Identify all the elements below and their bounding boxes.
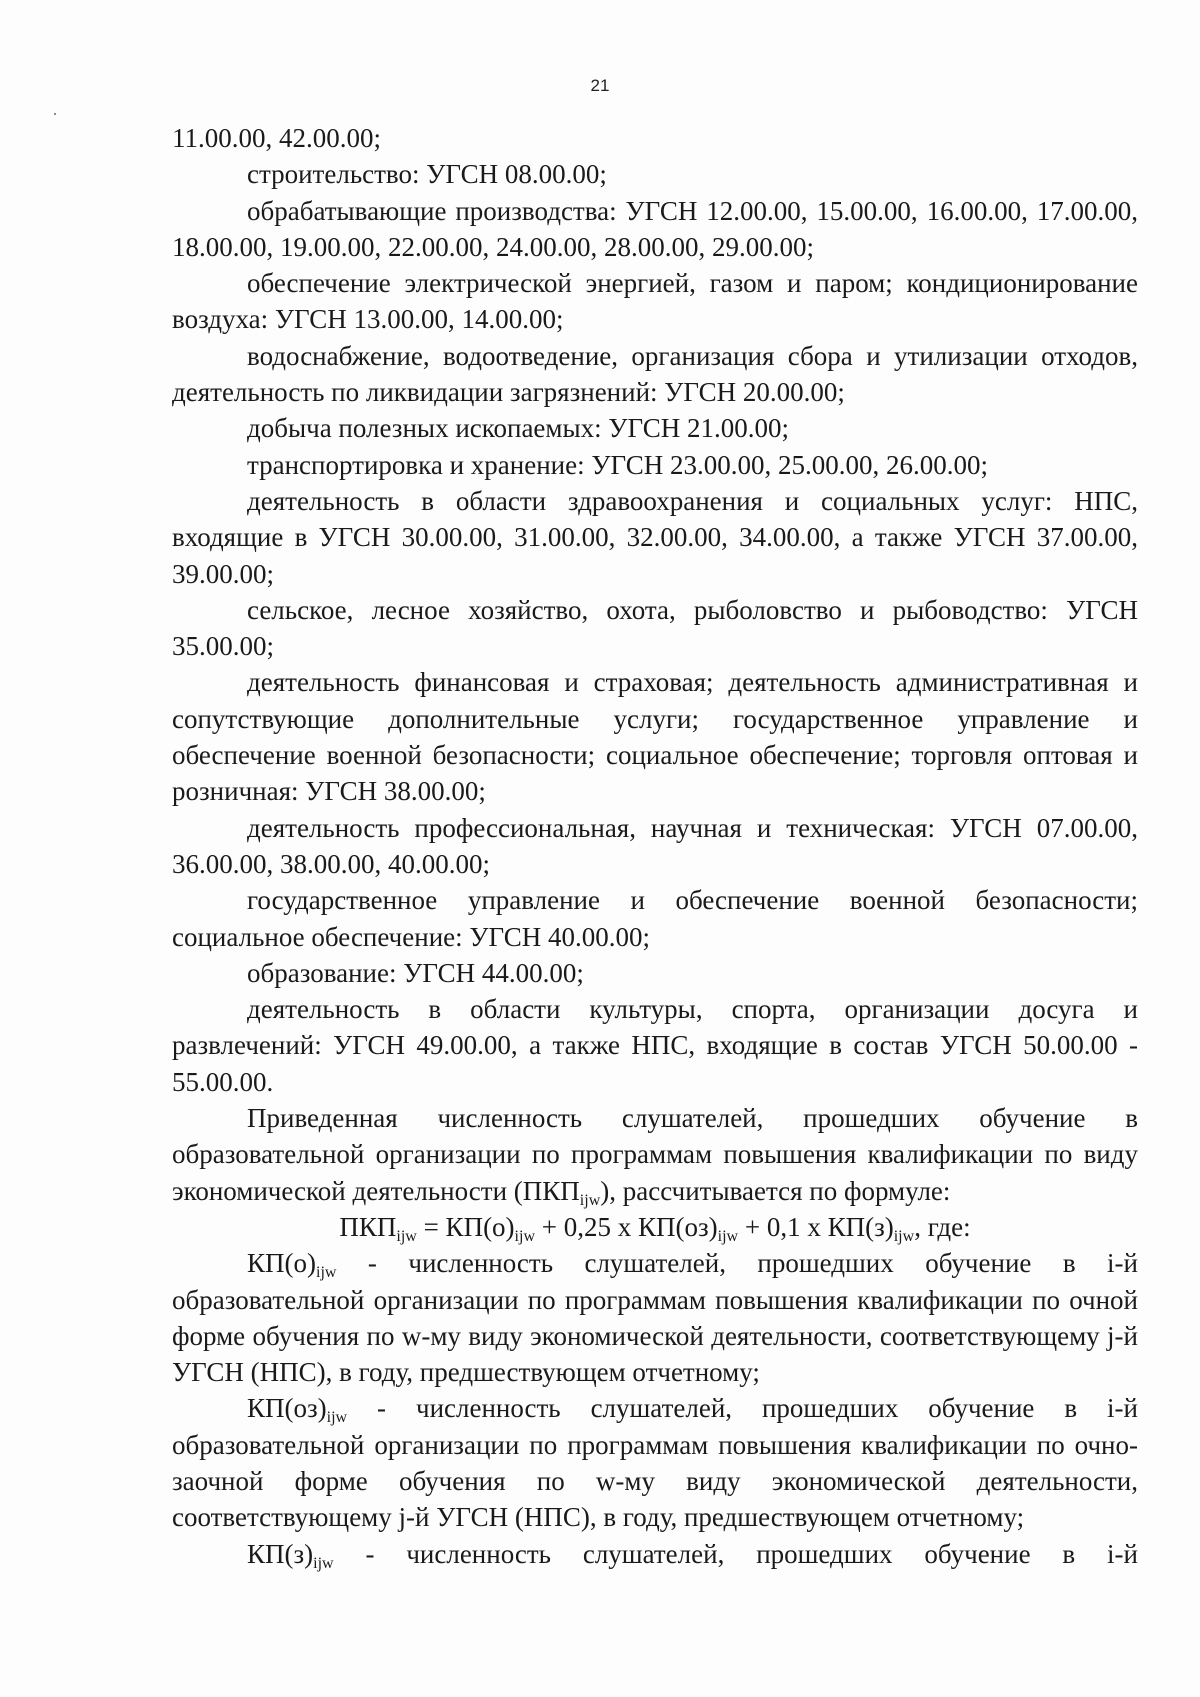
scan-speck [54,113,56,115]
paragraph-agriculture: сельское, лесное хозяйство, охота, рыболовство и рыбоводство: УГСН 35.00.00; [172,594,1138,662]
paragraph-education: образование: УГСН 44.00.00; [247,957,584,988]
formula-term-2-sub: ijw [717,1227,739,1245]
page-number: 21 [590,76,610,95]
paragraph-manufacturing: обрабатывающие производства: УГСН 12.00.00, 15.00.00, 16.00.00, 17.00.00, 18.00.00, 19.00.00, 22.00.00, 24.00.00, 28.00.00, 29.00.00; [172,195,1138,262]
document-body [172,120,1138,1572]
paragraph-healthcare: деятельность в области здравоохранения и социальных услуг: НПС, входящие в УГСН 30.00.00, 31.00.00, 32.00.00, 34.00.00, а также УГСН 37.00.00, 39.00.00; [172,485,1138,589]
formula-term-3: + 0,1 х КП(з) [744,1211,894,1242]
paragraph-public-administration: государственное управление и обеспечение военной безопасности; социальное обеспечение: УГСН 40.00.00; [172,885,1138,952]
definition-term-sub: ijw [316,1264,337,1282]
definition-full-time [172,1245,1138,1390]
definition-term: КП(оз) [247,1393,327,1424]
formula-lhs-sub: ijw [396,1227,417,1245]
definition-term-sub: ijw [313,1554,334,1572]
formula-term-3-sub: ijw [893,1227,915,1245]
formula-term-1-sub: ijw [514,1227,535,1245]
definition-text: - численность слушателей, прошедших обучение в i-й образовательной организации по программам повышения квалификации по очной форме обучения по w-му виду экономической деятельности, соответствующему j-й УГСН (НПС), в году, предшествующем отчетному; [172,1248,1138,1388]
definition-term-sub: ijw [326,1409,348,1427]
definition-term: КП(о) [247,1248,316,1279]
formula [172,1209,1138,1245]
formula-lhs: ПКП [339,1211,397,1242]
paragraph-continuation: 11.00.00, 42.00.00; [172,123,381,153]
formula-tail: , где: [914,1211,971,1242]
definition-distance [172,1536,1138,1572]
intro-subscript: ijw [579,1191,601,1209]
definition-term: КП(з) [247,1538,314,1569]
formula-intro-paragraph [172,1100,1138,1209]
paragraph-mining: добыча полезных ископаемых: УГСН 21.00.00; [247,413,790,444]
paragraph-culture: деятельность в области культуры, спорта, организации досуга и развлечений: УГСН 49.00.00, а также НПС, входящие в состав УГСН 50.00.00 - 55.00.00. [172,994,1138,1097]
intro-text-after: ), рассчитывается по формуле: [600,1175,951,1206]
intro-text-before: Приведенная численность слушателей, прошедших обучение в образовательной организации по программам повышения квалификации по виду экономической деятельности (ПКП [172,1103,1138,1206]
paragraph-transport: транспортировка и хранение: УГСН 23.00.00, 25.00.00, 26.00.00; [247,449,988,480]
definition-part-time [172,1390,1138,1535]
definition-text: - численность слушателей, прошедших обучение в i-й образовательной организации по программам повышения квалификации по очно-заочной форме обучения по w-му виду экономической деятельности, соответствующему j-й УГСН (НПС), в году, предшествующем отчетному; [172,1393,1138,1533]
paragraph-finance: деятельность финансовая и страховая; деятельность административная и сопутствующие дополнительные услуги; государственное управление и обеспечение военной безопасности; социальное обеспечение; торговля оптовая и розничная: УГСН 38.00.00; [172,667,1138,807]
paragraph-professional: деятельность профессиональная, научная и техническая: УГСН 07.00.00, 36.00.00, 38.00.00, 40.00.00; [172,812,1138,879]
formula-term-2: + 0,25 х КП(оз) [541,1211,718,1242]
paragraph-energy: обеспечение электрической энергией, газом и паром; кондиционирование воздуха: УГСН 13.00.00, 14.00.00; [172,268,1138,335]
definition-text: - численность слушателей, прошедших обучение в i-й [333,1538,1138,1569]
paragraph-construction: строительство: УГСН 08.00.00; [247,159,607,190]
formula-term-1: = КП(о) [423,1211,515,1242]
paragraph-water-supply: водоснабжение, водоотведение, организация сбора и утилизации отходов, деятельность по ликвидации загрязнений: УГСН 20.00.00; [172,340,1138,408]
